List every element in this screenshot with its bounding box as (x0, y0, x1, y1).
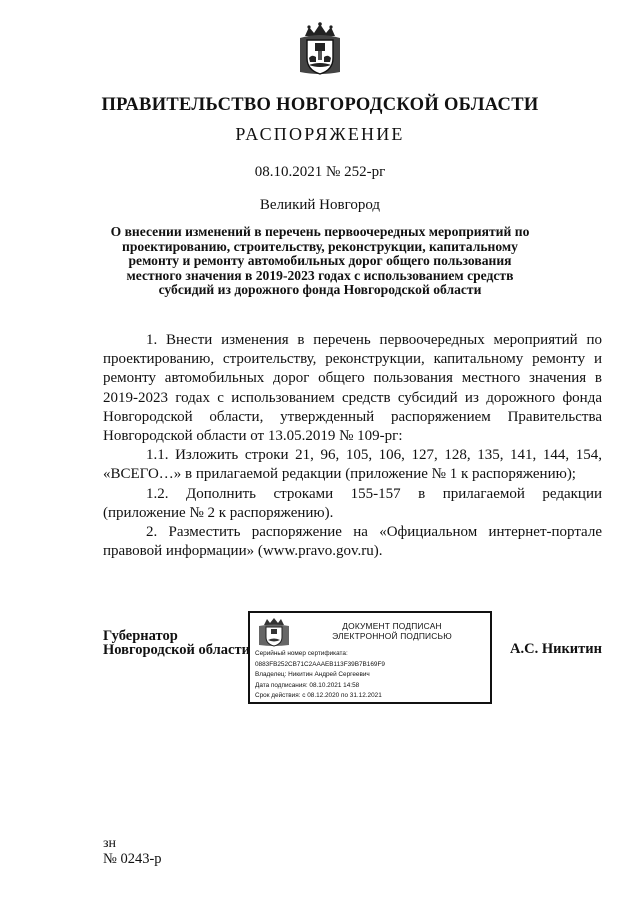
document-subject: О внесении изменений в перечень первоочередных мероприятий по проектированию, строительству, реконструкции, капитальному ремонту и ремонту автомобильных дорог общего пользования местного значения в 2019-2023 годах с использованием средств субсидий из дорожного фонда Новгородской области (110, 224, 530, 297)
document-type: РАСПОРЯЖЕНИЕ (235, 124, 405, 144)
signer-position (103, 629, 250, 657)
paragraph-2: 2. Разместить распоряжение на «Официальном интернет-портале правовой информации» (www.pravo.gov.ru). (103, 524, 602, 560)
stamp-title (298, 621, 486, 641)
signer-position-line1: Губернатор (103, 628, 178, 644)
stamp-title-line1: ДОКУМЕНТ ПОДПИСАН (342, 621, 442, 631)
signer-position-line2: Новгородской области (103, 642, 250, 658)
signer-name: А.С. Никитин (510, 641, 602, 657)
electronic-signature-stamp (248, 611, 492, 704)
date-and-number: 08.10.2021 № 252-рг (254, 164, 386, 180)
stamp-validity: Срок действия: с 08.12.2020 по 31.12.2021 (255, 692, 382, 700)
stamp-signed-date: Дата подписания: 08.10.2021 14:58 (255, 681, 360, 689)
stamp-emblem-icon (256, 617, 292, 652)
org-name: ПРАВИТЕЛЬСТВО НОВГОРОДСКОЙ ОБЛАСТИ (101, 95, 539, 115)
executor-initials: зн (103, 836, 117, 851)
paragraph-1-2: 1.2. Дополнить строками 155-157 в прилагаемой редакции (приложение № 2 к распоряжению). (103, 485, 602, 521)
stamp-owner: Владелец: Никитин Андрей Сергеевич (255, 671, 370, 679)
coat-of-arms-icon (0, 22, 640, 83)
stamp-cert-serial: 0883FB252CB71C2AAAEB113F39B7B169F9 (255, 660, 385, 668)
stamp-title-line2: ЭЛЕКТРОННОЙ ПОДПИСЬЮ (332, 631, 452, 641)
stamp-cert-label: Серийный номер сертификата: (255, 650, 348, 657)
registration-number: № 0243-р (103, 851, 162, 867)
paragraph-1-1: 1.1. Изложить строки 21, 96, 105, 106, 127, 128, 135, 141, 144, 154, «ВСЕГО…» в прилагаемой редакции (приложение № 1 к распоряжению); (103, 447, 602, 483)
document-body (103, 331, 602, 561)
stamp-details (255, 649, 385, 702)
paragraph-1: 1. Внести изменения в перечень первоочередных мероприятий по проектированию, строительству, реконструкции, капитальному ремонту и ремонту автомобильных дорог общего пользования местного значения в 2019-2023 годах с использованием средств субсидий из дорожного фонда Новгородской области, утвержденный распоряжением Правительства Новгородской области от 13.05.2019 № 109-рг: (103, 332, 602, 445)
city: Великий Новгород (259, 197, 381, 213)
